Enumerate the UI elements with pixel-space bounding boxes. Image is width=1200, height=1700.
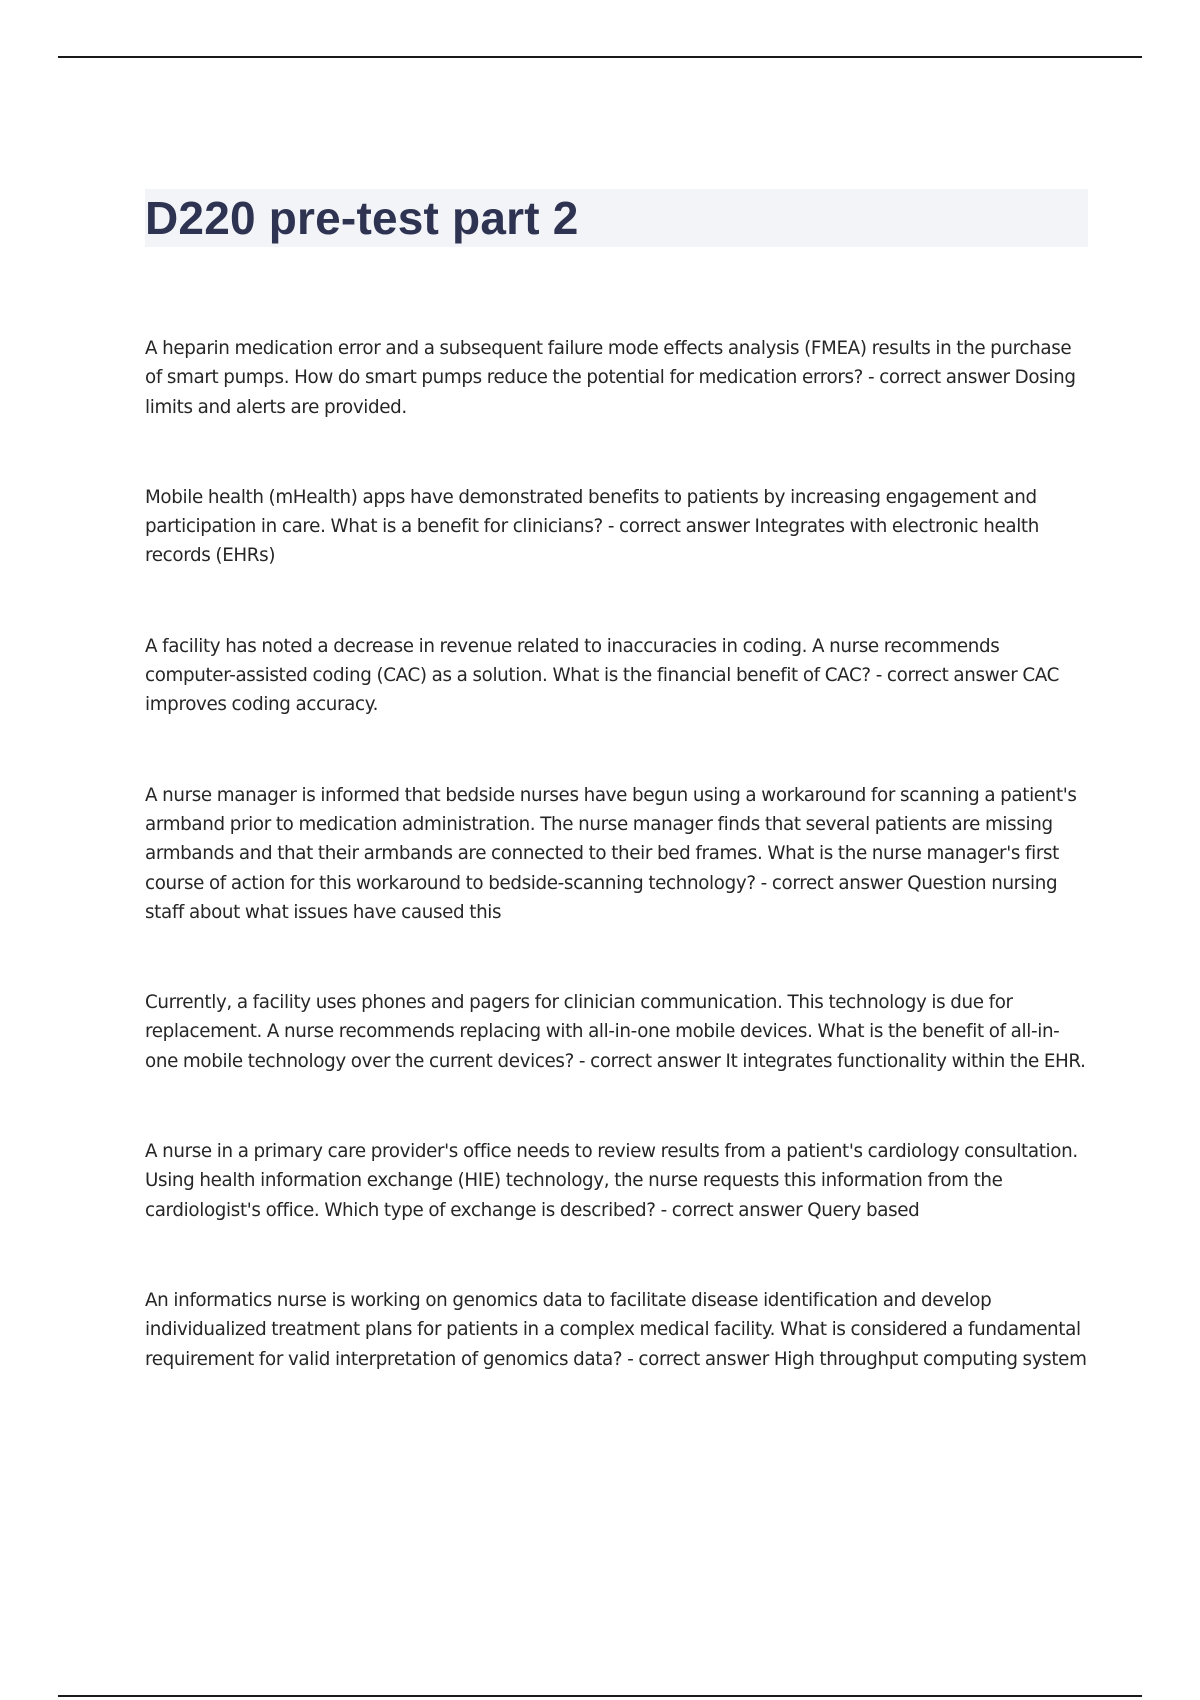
answer-separator: - correct answer [573, 1050, 726, 1072]
answer-text: CAC improves coding accuracy. [145, 665, 1059, 716]
answer-separator: - correct answer [622, 1348, 774, 1370]
page-title: D220 pre-test part 2 [145, 192, 579, 244]
answer-separator: - correct answer [755, 872, 908, 894]
answer-separator: - correct answer [602, 516, 755, 538]
bottom-divider [58, 1695, 1142, 1697]
answer-text: Integrates with electronic health records (EHRs) [145, 516, 1039, 567]
question-text: A nurse in a primary care provider's office needs to review results from a patient's cardiology consultation. Using health information exchange (HIE) technology, the nurse requests this information from the cardiologist's office. Which type of exchange is described? [145, 1141, 1078, 1221]
qa-item [145, 781, 1090, 927]
question-text: A nurse manager is informed that bedside nurses have begun using a workaround for scanning a patient's armband prior to medication administration. The nurse manager finds that several patients are missing armbands and that their armbands are connected to their bed frames. What is the nurse manager's first course of action for this workaround to bedside-scanning technology? [145, 784, 1077, 894]
question-text: A facility has noted a decrease in revenue related to inaccuracies in coding. A nurse recommends computer-assisted coding (CAC) as a solution. What is the financial benefit of CAC? [145, 635, 1000, 687]
qa-item [145, 1286, 1090, 1374]
question-text: An informatics nurse is working on genomics data to facilitate disease identification and develop individualized treatment plans for patients in a complex medical facility. What is considered a fundamental requirement for valid interpretation of genomics data? [145, 1289, 1081, 1370]
question-text: A heparin medication error and a subsequent failure mode effects analysis (FMEA) results in the purchase of smart pumps. How do smart pumps reduce the potential for medication errors? [145, 338, 1072, 389]
answer-text: It integrates functionality within the EHR. [725, 1050, 1086, 1072]
answer-text: Question nursing staff about what issues have caused this [145, 872, 1058, 923]
answer-separator: - correct answer [863, 367, 1015, 389]
qa-item [145, 632, 1090, 720]
answer-text: Query based [807, 1199, 920, 1221]
top-divider [58, 56, 1142, 58]
question-text: Currently, a facility uses phones and pagers for clinician communication. This technology is due for replacement. A nurse recommends replacing with all-in-one mobile devices. What is the benefit of all-in-one mobile technology over the current devices? [145, 992, 1060, 1072]
qa-item [145, 334, 1090, 422]
qa-item [145, 483, 1090, 571]
answer-separator: - correct answer [655, 1199, 808, 1221]
answer-text: High throughput computing system [773, 1348, 1087, 1370]
qa-item [145, 988, 1090, 1076]
question-text: Mobile health (mHealth) apps have demonstrated benefits to patients by increasing engagement and participation in care. What is a benefit for clinicians? [145, 486, 1037, 538]
question-list [145, 334, 1090, 1435]
answer-text: Dosing limits and alerts are provided. [145, 367, 1076, 418]
qa-item [145, 1137, 1090, 1225]
answer-separator: - correct answer [870, 665, 1023, 687]
